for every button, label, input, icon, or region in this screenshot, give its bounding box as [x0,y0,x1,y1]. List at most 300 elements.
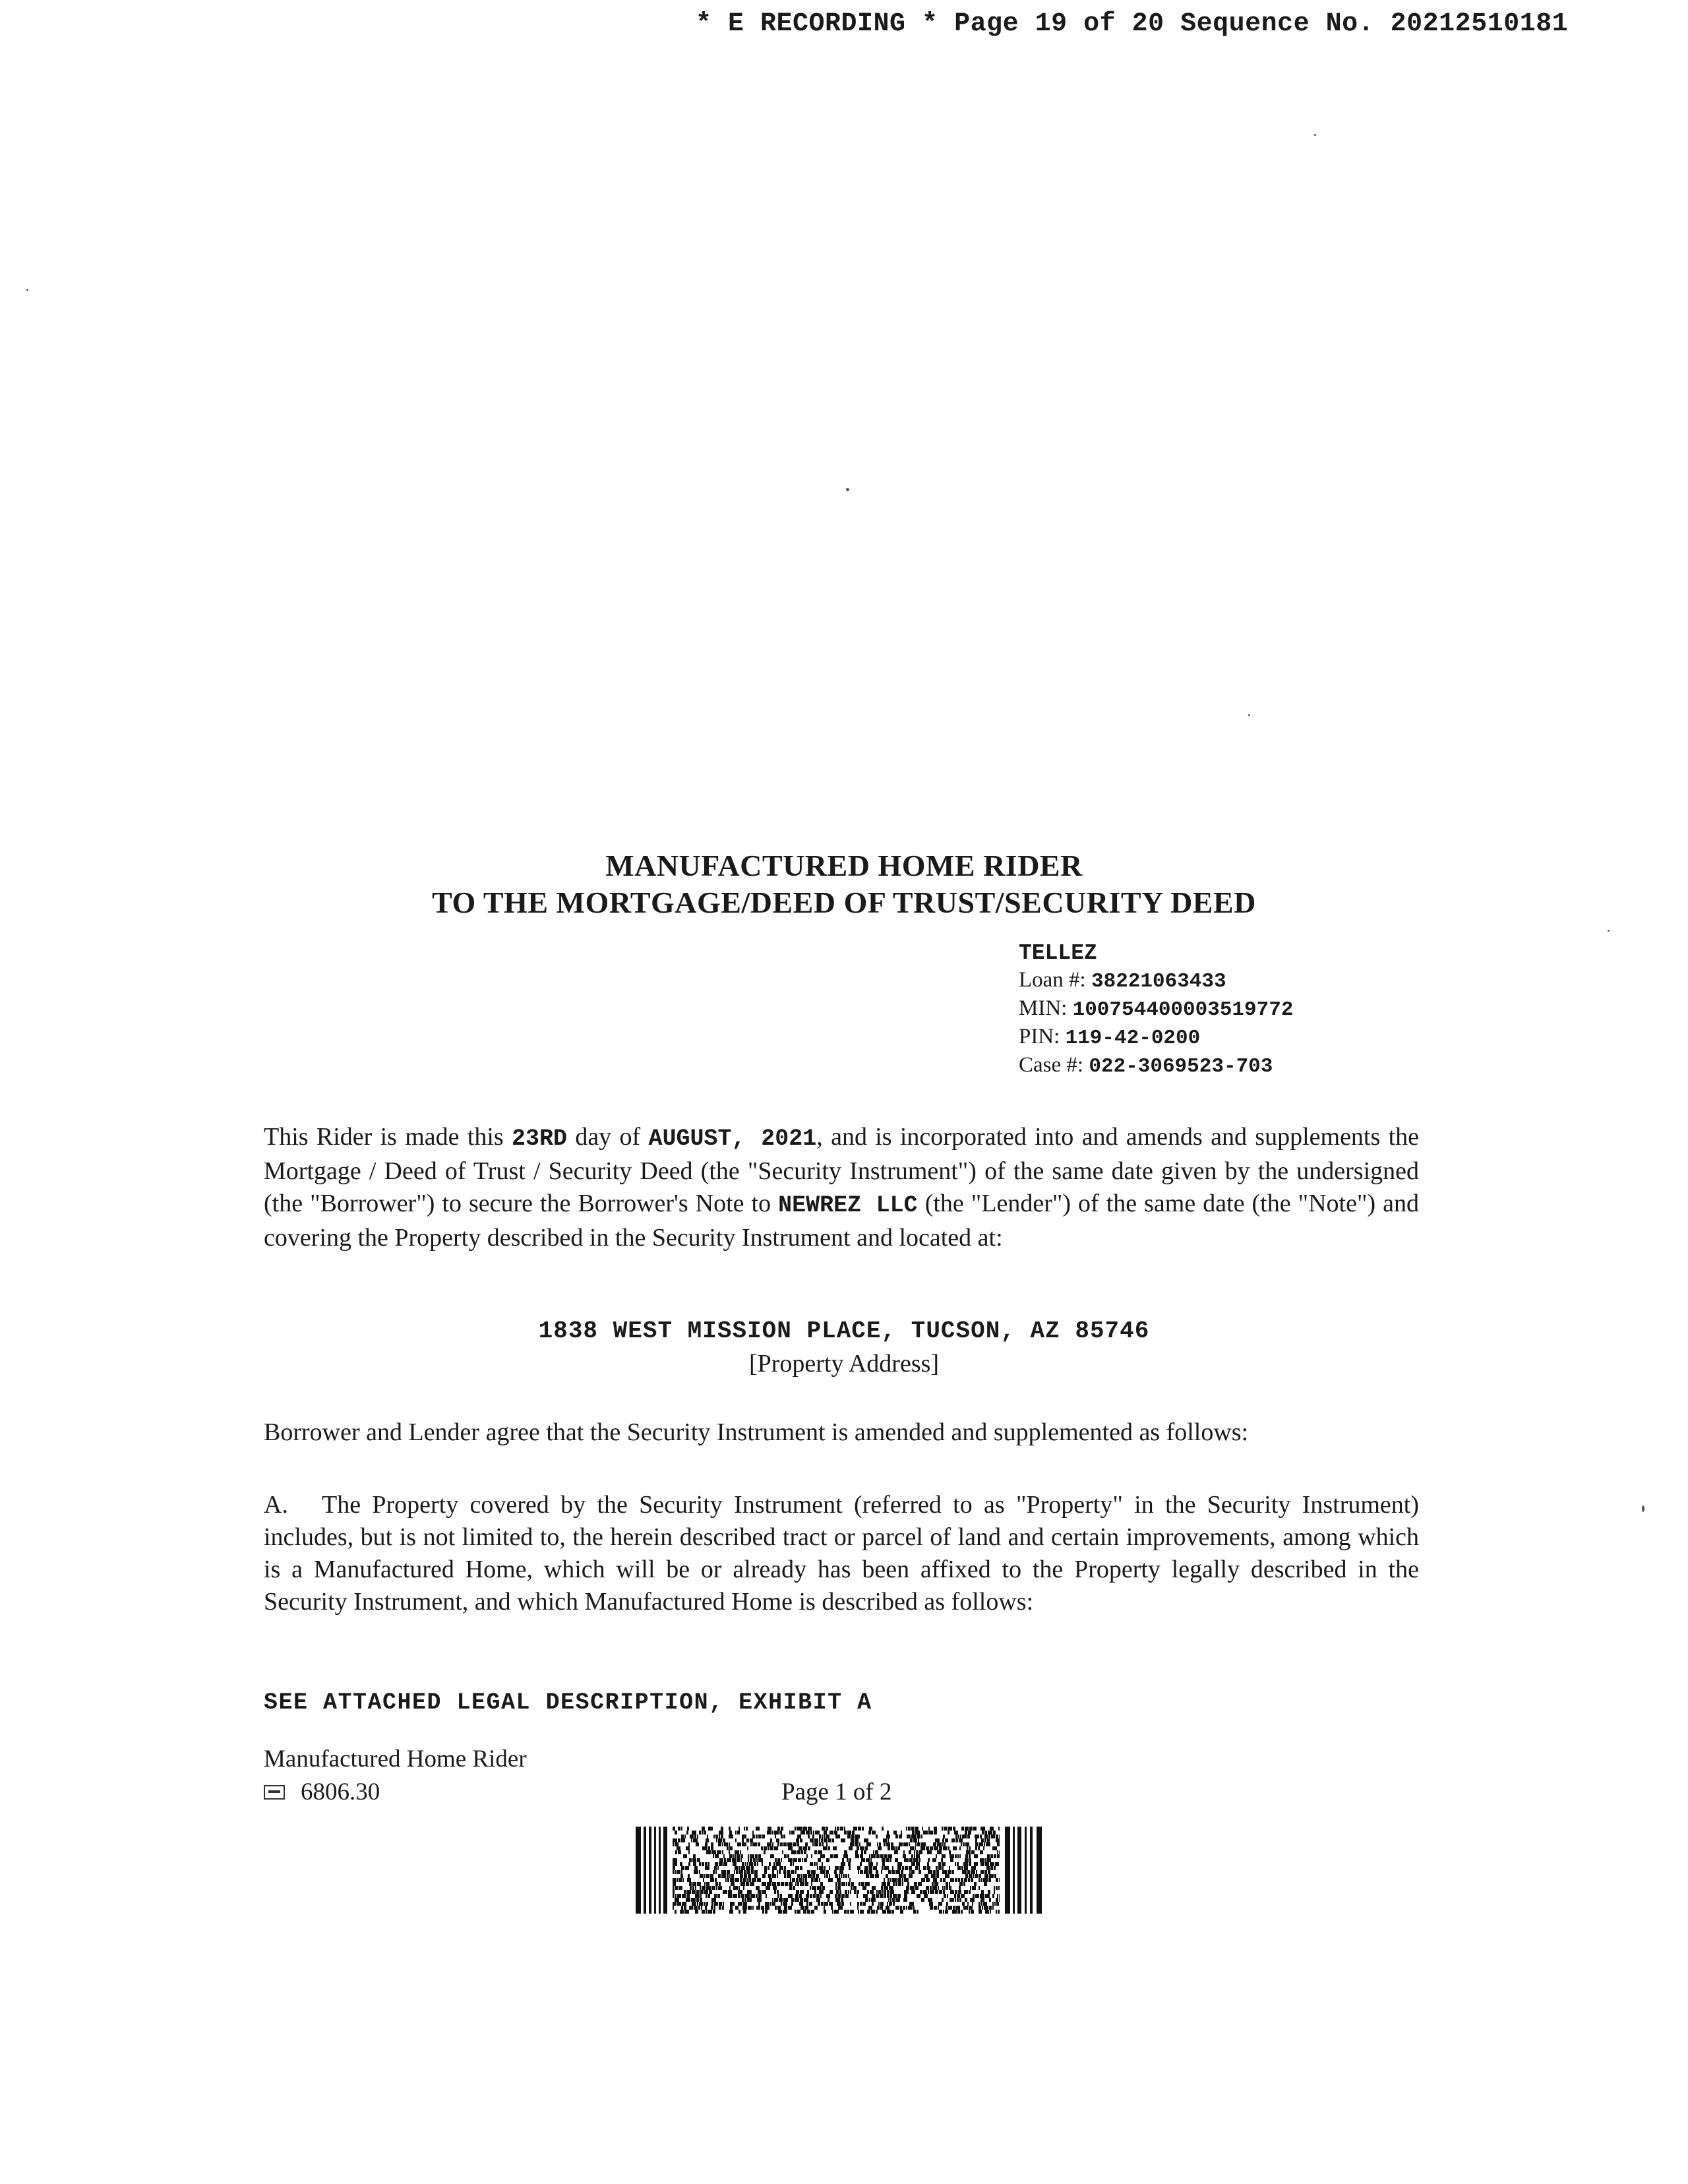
barcode-module [961,1910,963,1914]
loan-number: 38221063433 [1091,970,1226,993]
barcode-module [815,1831,820,1835]
barcode-module [706,1874,709,1878]
barcode-module [911,1835,916,1838]
barcode-module [844,1831,847,1835]
barcode-module [761,1906,764,1910]
barcode-module [855,1838,859,1842]
barcode-module [682,1902,686,1906]
barcode-module [974,1862,978,1866]
barcode-module [996,1878,998,1882]
barcode-module [960,1835,961,1838]
barcode-module [955,1890,957,1894]
barcode-module [740,1882,745,1886]
barcode-module [716,1838,717,1842]
barcode-module [980,1835,982,1838]
barcode-module [965,1874,968,1878]
barcode-module [955,1906,960,1910]
barcode-module [802,1878,804,1882]
barcode-module [696,1898,699,1902]
barcode-module [956,1838,958,1842]
barcode-module [795,1827,797,1831]
form-number-row [264,1778,380,1806]
barcode-module [951,1870,954,1874]
barcode-module [878,1890,882,1894]
barcode-module [829,1874,830,1878]
barcode-module [868,1862,873,1866]
barcode-module [990,1827,994,1831]
barcode-module [992,1846,997,1850]
barcode-module [879,1842,881,1846]
barcode-module [706,1910,708,1914]
barcode-module [980,1850,983,1854]
barcode-module [812,1835,814,1838]
barcode-module [828,1838,831,1842]
barcode-module [975,1874,979,1878]
barcode-module [775,1906,777,1910]
barcode-module [715,1862,718,1866]
barcode-module [994,1890,995,1894]
barcode-module [943,1835,945,1838]
barcode-module [779,1866,783,1870]
barcode-module [866,1842,871,1846]
barcode-module [673,1827,675,1831]
barcode-module [869,1866,872,1870]
barcode-module [701,1906,702,1910]
barcode-module [913,1906,915,1910]
barcode-module [813,1894,816,1898]
barcode-module [942,1886,944,1890]
barcode-module [711,1902,713,1906]
barcode-module [844,1827,845,1831]
barcode-module [959,1846,961,1850]
barcode-module [930,1890,934,1894]
barcode-module [808,1846,810,1850]
barcode-module [989,1898,991,1902]
barcode-module [938,1906,939,1910]
barcode-module [835,1894,837,1898]
barcode-module [994,1866,996,1870]
barcode-module [895,1906,899,1910]
barcode-module [684,1835,686,1838]
barcode-module [788,1894,793,1898]
barcode-module [927,1866,930,1870]
barcode-module [781,1902,782,1906]
barcode-module [678,1886,682,1890]
barcode-module [950,1890,954,1894]
barcode-module [905,1866,908,1870]
barcode-module [824,1874,826,1878]
barcode-module [706,1902,708,1906]
barcode-module [942,1898,944,1902]
barcode-module [768,1874,771,1878]
barcode-module [945,1838,948,1842]
barcode-module [673,1878,677,1882]
barcode-module [700,1894,702,1898]
barcode-module [950,1854,954,1858]
barcode-module [773,1886,777,1890]
barcode-module [837,1894,841,1898]
barcode-module [695,1910,698,1914]
barcode-module [926,1878,930,1882]
barcode-module [887,1890,889,1894]
barcode-module [913,1910,916,1914]
barcode-module [970,1898,975,1902]
barcode-module [807,1890,809,1894]
barcode-module [804,1898,808,1902]
barcode-module [729,1846,733,1850]
barcode-module [853,1886,857,1890]
barcode-module [805,1882,808,1886]
barcode-module [886,1906,889,1910]
barcode-module [963,1842,965,1846]
barcode-module [880,1894,884,1898]
barcode-module [737,1858,740,1862]
barcode-module [675,1886,678,1890]
barcode-module [887,1894,889,1898]
barcode-module [797,1882,799,1886]
barcode-module [797,1850,800,1854]
barcode-module [706,1850,711,1854]
barcode-module [693,1838,698,1842]
barcode-module [811,1882,812,1886]
barcode-module [696,1890,700,1894]
barcode-module [843,1874,845,1878]
barcode-module [796,1878,799,1882]
barcode-module [959,1898,961,1902]
barcode-module [915,1831,920,1835]
barcode-module [923,1866,926,1870]
barcode-module [963,1862,968,1866]
barcode-module [997,1854,1000,1858]
barcode-module [796,1890,799,1894]
barcode-module [693,1854,696,1858]
barcode-module [835,1874,838,1878]
barcode-module [862,1886,866,1890]
barcode-module [754,1862,756,1866]
barcode-module [853,1827,857,1831]
barcode-module [798,1858,801,1862]
barcode-module [746,1870,750,1874]
barcode-module [783,1910,787,1914]
barcode-module [824,1902,828,1906]
barcode-module [984,1870,987,1874]
barcode-module [864,1866,868,1870]
barcode-module [804,1906,808,1910]
barcode-module [824,1910,826,1914]
barcode-module [982,1906,983,1910]
barcode-module [697,1882,701,1886]
pin-row [1019,1023,1480,1052]
barcode-module [980,1902,982,1906]
barcode-module [887,1882,890,1886]
barcode-module [884,1886,888,1890]
barcode-module [979,1874,981,1878]
property-address: 1838 WEST MISSION PLACE, TUCSON, AZ 85746 [538,1318,1150,1345]
barcode-module [884,1890,886,1894]
barcode-module [909,1870,911,1874]
pin-label: PIN: [1019,1025,1060,1048]
barcode-module [904,1858,909,1862]
barcode-module [882,1827,884,1831]
barcode-module [943,1846,947,1850]
barcode-module [819,1842,821,1846]
barcode-module [782,1850,783,1854]
barcode-module [775,1858,777,1862]
barcode-module [692,1882,696,1886]
barcode-module [959,1854,961,1858]
barcode-module [904,1890,909,1894]
barcode-module [783,1835,785,1838]
barcode-module [828,1898,829,1902]
barcode-module [818,1858,821,1862]
loan-number-row [1019,967,1480,995]
barcode-module [872,1886,876,1890]
barcode-module [868,1906,872,1910]
barcode-module [978,1846,980,1850]
barcode-module [700,1890,704,1894]
barcode-module [847,1910,849,1914]
barcode-module [932,1886,937,1890]
barcode-module [948,1827,952,1831]
barcode-module [832,1910,833,1914]
property-address-label: [Property Address] [748,1350,940,1378]
barcode-module [869,1854,870,1858]
barcode-module [817,1866,818,1870]
barcode-module [987,1838,990,1842]
barcode-module [682,1878,684,1882]
barcode-module [819,1835,821,1838]
barcode-module [819,1878,820,1882]
barcode-module [750,1842,752,1846]
barcode-module [734,1870,735,1874]
barcode-module [984,1874,988,1878]
barcode-module [887,1910,891,1914]
barcode-module [750,1854,754,1858]
barcode-module [959,1838,963,1842]
barcode-module [684,1906,686,1910]
barcode-module [999,1850,1000,1854]
barcode-module [907,1835,911,1838]
barcode-module [743,1878,746,1882]
barcode-module [745,1862,746,1866]
barcode-module [695,1886,696,1890]
barcode-module [705,1862,708,1866]
barcode-module [729,1835,733,1838]
barcode-module [983,1902,987,1906]
page-indicator: Page 1 of 2 [781,1778,892,1805]
barcode-module [681,1866,684,1870]
barcode-module [892,1866,893,1870]
barcode-module [895,1846,897,1850]
barcode-module [857,1894,858,1898]
barcode-module [797,1874,800,1878]
barcode-module [800,1831,805,1835]
barcode-module [1037,1827,1042,1914]
barcode-module [851,1882,854,1886]
barcode-module [964,1890,968,1894]
barcode-module [747,1890,752,1894]
barcode-module [999,1835,1000,1838]
barcode-module [968,1878,970,1882]
barcode-module [800,1866,802,1870]
barcode-module [823,1846,827,1850]
barcode-module [949,1866,950,1870]
barcode-module [714,1894,717,1898]
barcode-module [704,1831,706,1835]
pdf417-barcode [636,1827,1044,1914]
intro-paragraph [264,1121,1419,1254]
barcode-module [758,1835,762,1838]
barcode-module [776,1838,779,1842]
barcode-module [873,1850,874,1854]
barcode-module [903,1906,905,1910]
barcode-module [719,1882,721,1886]
barcode-module [877,1906,880,1910]
barcode-module [973,1874,974,1878]
barcode-module [880,1906,883,1910]
barcode-module [818,1902,820,1906]
barcode-module [948,1846,950,1850]
barcode-module [709,1890,712,1894]
barcode-module [750,1838,753,1842]
barcode-module [927,1850,932,1854]
barcode-module [996,1835,998,1838]
barcode-module [718,1886,722,1890]
barcode-module [781,1835,783,1838]
barcode-module [746,1882,749,1886]
barcode-module [914,1850,915,1854]
barcode-module [675,1898,679,1902]
barcode-module [857,1906,859,1910]
barcode-module [985,1862,989,1866]
barcode-module [941,1858,943,1862]
barcode-module [967,1870,970,1874]
barcode-module [959,1886,961,1890]
barcode-module [855,1854,859,1858]
barcode-module [810,1894,812,1898]
barcode-module [743,1886,744,1890]
barcode-module [908,1827,911,1831]
barcode-module [901,1831,902,1835]
barcode-module [681,1906,683,1910]
barcode-module [686,1831,688,1835]
barcode-module [917,1842,920,1846]
barcode-module [740,1850,741,1854]
barcode-module [884,1854,888,1858]
barcode-module [986,1842,990,1846]
barcode-module [688,1850,690,1854]
barcode-module [924,1894,928,1898]
title-line-1: MANUFACTURED HOME RIDER [605,849,1083,882]
barcode-module [876,1870,878,1874]
barcode-module [943,1878,946,1882]
barcode-module [909,1866,912,1870]
form-title: Manufactured Home Rider [264,1745,527,1773]
barcode-module [793,1862,794,1866]
barcode-module [729,1874,731,1878]
barcode-module [729,1842,730,1846]
barcode-module [930,1906,933,1910]
barcode-module [971,1910,974,1914]
barcode-module [703,1878,704,1882]
barcode-module [700,1874,704,1878]
barcode-module [769,1878,772,1882]
barcode-module [805,1842,808,1846]
barcode-module [790,1878,791,1882]
barcode-module [915,1846,916,1850]
barcode-module [988,1870,990,1874]
barcode-module [850,1910,854,1914]
barcode-module [950,1878,954,1882]
barcode-module [729,1854,733,1858]
lender-name: NEWREZ LLC [778,1192,918,1219]
barcode-module [957,1854,959,1858]
barcode-module [749,1862,753,1866]
barcode-module [989,1906,992,1910]
barcode-module [984,1882,987,1886]
barcode-module [791,1870,794,1874]
barcode-module [791,1898,795,1902]
barcode-module [857,1902,859,1906]
barcode-module [917,1910,919,1914]
barcode-module [685,1866,689,1870]
barcode-module [808,1835,810,1838]
barcode-module [715,1854,719,1858]
barcode-module [906,1906,907,1910]
barcode-module [979,1886,980,1890]
barcode-module [738,1910,740,1914]
barcode-module [748,1878,751,1882]
barcode-module [841,1902,844,1906]
barcode-module [820,1882,823,1886]
barcode-module [730,1878,734,1882]
barcode-module [792,1878,795,1882]
barcode-module [708,1827,713,1831]
barcode-module [762,1835,765,1838]
barcode-module [737,1854,740,1858]
barcode-module [737,1842,741,1846]
barcode-module [953,1906,955,1910]
barcode-module [715,1882,718,1886]
barcode-module [888,1846,890,1850]
barcode-module [722,1850,723,1854]
barcode-module [937,1842,942,1846]
barcode-module [791,1850,796,1854]
barcode-module [909,1858,913,1862]
barcode-module [996,1898,998,1902]
barcode-module [866,1874,869,1878]
barcode-module [962,1902,965,1906]
barcode-module [910,1886,915,1890]
barcode-module [793,1858,797,1862]
barcode-module [758,1890,762,1894]
barcode-module [800,1906,804,1910]
barcode-module [889,1858,891,1862]
barcode-module [872,1831,876,1835]
barcode-module [859,1842,860,1846]
barcode-module [964,1866,968,1870]
barcode-module [801,1874,802,1878]
barcode-module [857,1866,860,1870]
barcode-module [979,1878,980,1882]
barcode-module [761,1846,763,1850]
barcode-module [849,1858,851,1862]
barcode-module [681,1835,684,1838]
barcode-module [702,1910,705,1914]
barcode-module [696,1842,699,1846]
barcode-module [690,1886,692,1890]
barcode-module [839,1870,843,1874]
